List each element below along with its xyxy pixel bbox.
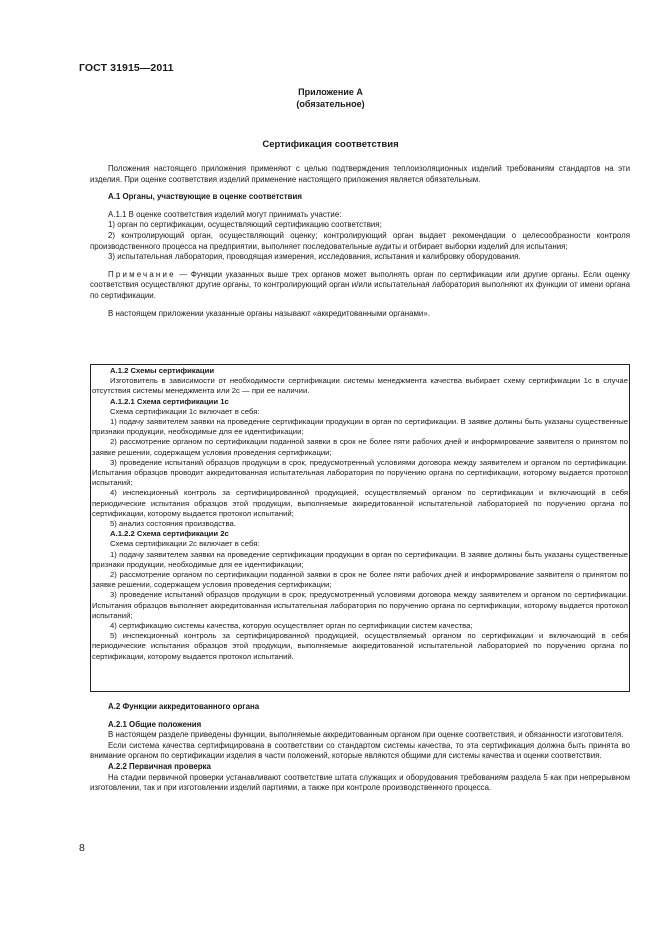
schemes-heading: А.1.2 Схемы сертификации [110,366,215,375]
a2-heading: А.2 Функции аккредитованного органа [108,702,260,711]
annex-title: Приложение А [298,87,363,97]
top-content [90,164,630,319]
scheme-2c-item: 5) инспекционный контроль за сертифицированной продукцией, осуществляемый органом по сертификации и включающий в себя периодические испытания образцов этой продукции, выполняемые аккредитованной испытательной лабораторией по поручению органа по сертификации, которому выдается протокол испытаний. [92,631,628,661]
a1-item-2: 2) контролирующий орган, осуществляющий оценку; контролирующий орган выдает рекомендации о целесообразности контроля производственного процесса на предприятии, выполняет последовательные аудиты и отбирает выборки изделий для испытания; [90,230,630,251]
a1-1-paragraph: А.1.1 В оценке соответствия изделий могут принимать участие: [108,209,342,219]
annex-subtitle: (обязательное) [296,99,365,109]
intro-paragraph: Положения настоящего приложения применяют с целью подтверждения теплоизоляционных изделий требованиям стандартов на эти изделия. При оценке соответствия изделий применение настоящего приложения является обязательным. [90,164,630,184]
scheme-1c-item: 5) анализ состояния производства. [110,519,236,529]
certification-schemes-text [92,366,628,662]
a2-1-heading: А.2.1 Общие положения [108,719,202,729]
bottom-content [90,702,630,794]
a2-1-paragraph-1: В настоящем разделе приведены функции, выполняемые аккредитованным органом при оценке соответствия, и обязанности изготовителя. [108,730,624,740]
scheme-2c-heading: А.1.2.2 Схема сертификации 2с [110,529,229,539]
a2-2-paragraph-1: На стадии первичной проверки устанавливают соответствие штата служащих и оборудования требованиям раздела 5 как при непрерывном изготовлении, так и при изготовлении изделий партиями, а также при контроле производственного процесса. [90,772,630,793]
scheme-1c-item: 4) инспекционный контроль за сертифицированной продукцией, осуществляемый органом по сертификации и включающий в себя периодические испытания образцов этой продукции, выполняемые аккредитованной испытательной лабораторией по поручению органа по сертификации, которому выдается протокол испытаний; [92,488,628,518]
a1-heading: А.1 Органы, участвующие в оценке соответствия [108,192,302,202]
scheme-1c-intro: Схема сертификации 1с включает в себя: [110,406,260,416]
scheme-2c-intro: Схема сертификации 2с включает в себя: [110,539,260,549]
note-label: Примечание [108,269,176,279]
scheme-1c-item: 2) рассмотрение органом по сертификации поданной заявки в срок не более пяти рабочих дней и информирование заявителя о принятом по заявке решении, содержащем условия проведения сертификации; [92,437,628,457]
scheme-2c-item: 3) проведение испытаний образцов продукции в срок, предусмотренный условиями договора между заявителем и органом по сертификации. Испытания образцов выполняет аккредитованная испытательная лаборатория по поручению органа по сертификации, которому выдается протокол испытаний; [92,590,628,620]
schemes-intro: Изготовитель в зависимости от необходимости сертификации системы менеджмента качества выбирает схему сертификации 1с в случае отсутствия системы менеджмента или 2с — при ее наличии. [92,376,628,396]
document-code: ГОСТ 31915—2011 [79,62,174,74]
a2-2-heading: А.2.2 Первичная проверка [108,761,211,771]
a2-1-paragraph-2: Если система качества сертифицирована в соответствии со стандартом системы качества, то эта сертификация должна быть принята во внимание органом по сертификации изделия в части положений, которые являются общими для системы качества и оценки соответствия. [90,740,630,761]
scheme-1c-item: 3) проведение испытаний образцов продукции в срок, предусмотренный условиями договора между заявителем и органом по сертификации. Испытания образцов проводит аккредитованная испытательная лаборатория по поручению органа по сертификации, которому выдается протокол испытаний; [92,457,628,488]
note-text: — Функции указанных выше трех органов может выполнять орган по сертификации или другие органы. Если оценку соответствия осуществляют другие органы, то контролирующий орган и/или испытательная лаборатория выполняют их функции от имени органа по сертификации. [90,269,630,300]
section-title: Сертификация соответствия [262,139,399,150]
scheme-2c-item: 2) рассмотрение органом по сертификации поданной заявки в срок не более пяти рабочих дней и информирование заявителя о принятом по заявке решении, содержащем условия проведения сертификации; [92,570,628,590]
scheme-2c-item: 4) сертификацию системы качества, которую осуществляет орган по сертификации систем качества; [110,621,473,631]
note-paragraph [90,270,630,302]
scheme-1c-item: 1) подачу заявителем заявки на проведение сертификации продукции в орган по сертификации. В заявке должны быть указаны существенные признаки продукции, необходимые для ее идентификации; [92,417,628,437]
a1-item-1: 1) орган по сертификации, осуществляющий сертификацию соответствия; [108,220,382,230]
named-bodies-paragraph: В настоящем приложении указанные органы называют «аккредитованными органами». [108,308,430,318]
scheme-2c-item: 1) подачу заявителем заявки на проведение сертификации продукции в орган по сертификации. В заявке должны быть указаны существенные признаки продукции, необходимые для ее идентификации; [92,549,628,569]
scheme-1c-heading: А.1.2.1 Схема сертификации 1с [110,396,229,406]
a1-item-3: 3) испытательная лаборатория, проводящая измерения, исследования, испытания и калибровку оборудования. [108,252,521,262]
page-number: 8 [79,842,85,854]
